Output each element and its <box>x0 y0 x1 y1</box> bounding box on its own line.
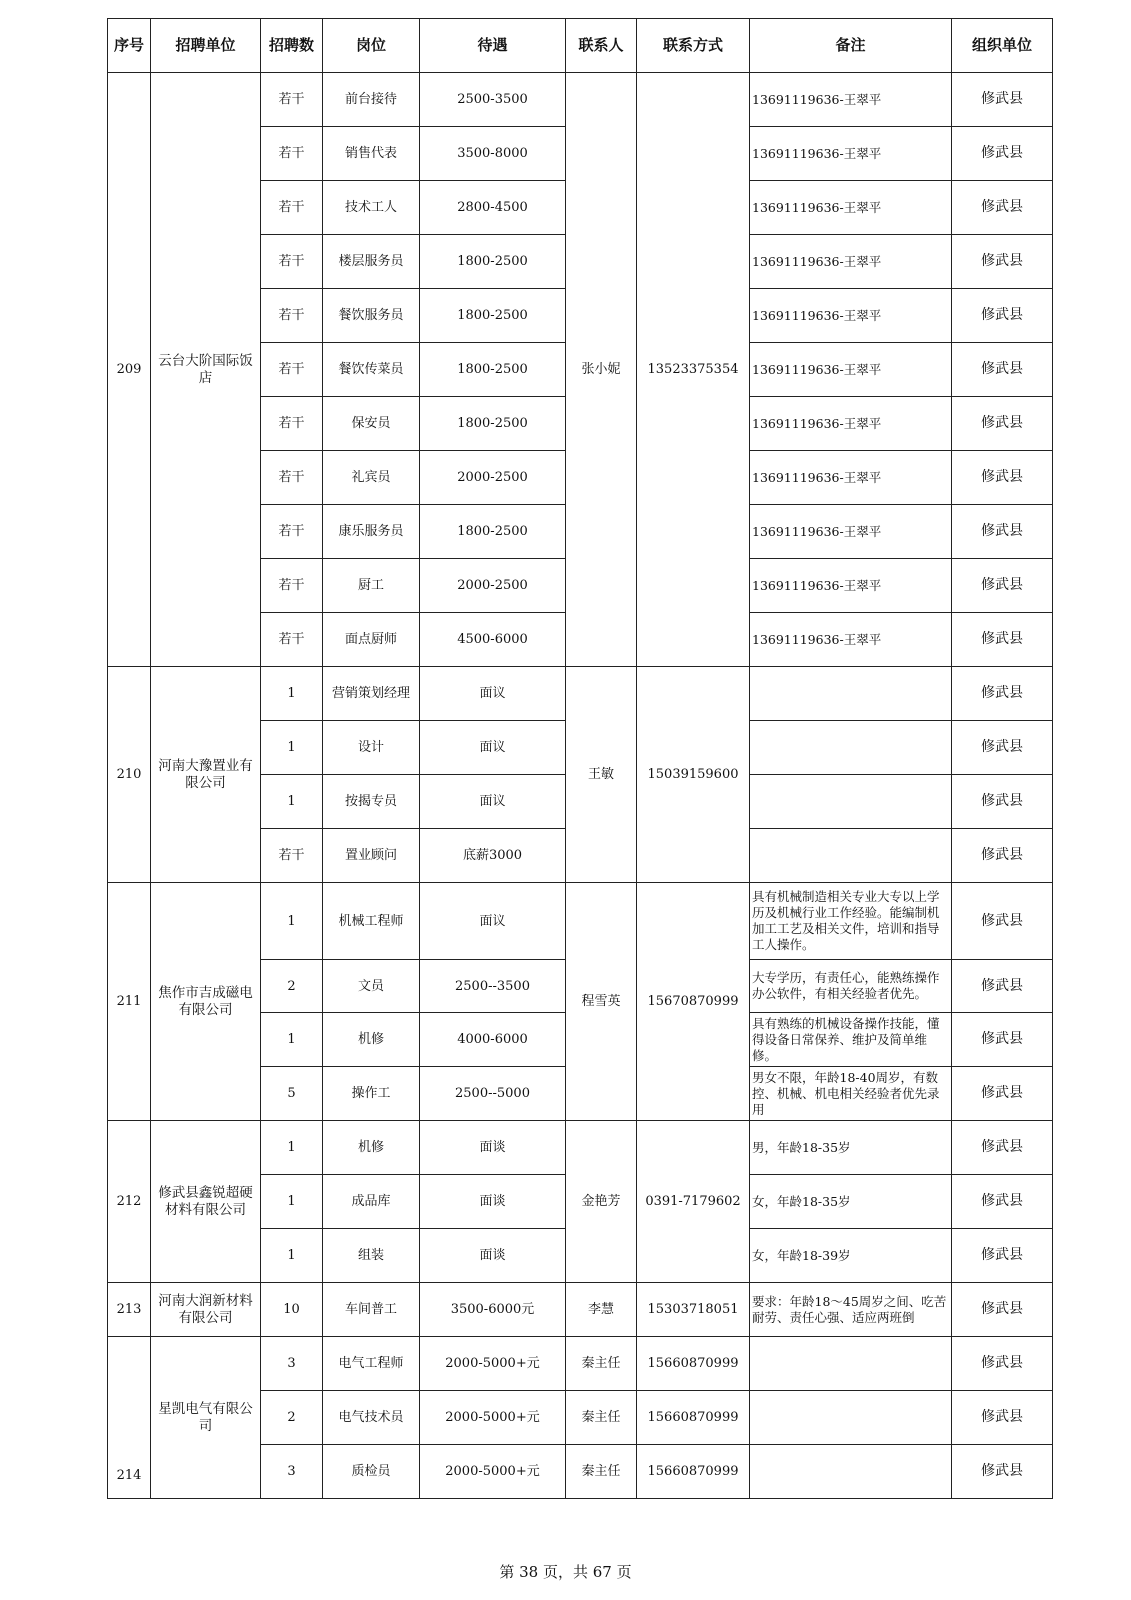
phone-cell: 15039159600 <box>637 667 750 883</box>
salary-cell: 面谈 <box>420 1229 566 1283</box>
org-cell: 修武县 <box>952 1175 1053 1229</box>
note-cell <box>750 667 952 721</box>
page-footer: 第 38 页，共 67 页 <box>499 1563 632 1581</box>
phone-cell: 0391-7179602 <box>637 1121 750 1283</box>
count-cell: 1 <box>261 1013 323 1067</box>
org-cell: 修武县 <box>952 960 1053 1013</box>
contact-cell: 秦主任 <box>566 1391 637 1445</box>
note-cell: 男，年龄18-35岁 <box>750 1121 952 1175</box>
phone-cell: 15670870999 <box>637 883 750 1121</box>
count-cell: 1 <box>261 1229 323 1283</box>
salary-cell: 面谈 <box>420 1175 566 1229</box>
note-cell: 13691119636-王翠平 <box>750 235 952 289</box>
position-cell: 机械工程师 <box>323 883 420 960</box>
org-cell: 修武县 <box>952 559 1053 613</box>
count-cell: 若干 <box>261 235 323 289</box>
recruitment-table <box>107 18 1053 1499</box>
count-cell: 3 <box>261 1445 323 1499</box>
count-cell: 若干 <box>261 343 323 397</box>
position-cell: 操作工 <box>323 1067 420 1121</box>
count-cell: 若干 <box>261 397 323 451</box>
seq-cell: 211 <box>108 883 151 1121</box>
org-cell: 修武县 <box>952 1445 1053 1499</box>
header-org: 组织单位 <box>952 19 1053 73</box>
position-cell: 电气工程师 <box>323 1337 420 1391</box>
note-cell <box>750 1337 952 1391</box>
org-cell: 修武县 <box>952 1121 1053 1175</box>
salary-cell: 面议 <box>420 667 566 721</box>
count-cell: 1 <box>261 883 323 960</box>
count-cell: 若干 <box>261 559 323 613</box>
org-cell: 修武县 <box>952 73 1053 127</box>
salary-cell: 面议 <box>420 721 566 775</box>
org-cell: 修武县 <box>952 1013 1053 1067</box>
salary-cell: 面议 <box>420 883 566 960</box>
company-cell: 云台大阶国际饭店 <box>151 73 261 667</box>
salary-cell: 4500-6000 <box>420 613 566 667</box>
position-cell: 厨工 <box>323 559 420 613</box>
header-phone: 联系方式 <box>637 19 750 73</box>
count-cell: 若干 <box>261 289 323 343</box>
org-cell: 修武县 <box>952 289 1053 343</box>
org-cell: 修武县 <box>952 1067 1053 1121</box>
org-cell: 修武县 <box>952 505 1053 559</box>
note-cell: 要求：年龄18～45周岁之间、吃苦耐劳、责任心强、适应两班倒 <box>750 1283 952 1337</box>
note-cell: 13691119636-王翠平 <box>750 127 952 181</box>
company-cell: 河南大润新材料有限公司 <box>151 1283 261 1337</box>
note-cell: 男女不限，年龄18-40周岁，有数控、机械、机电相关经验者优先录用 <box>750 1067 952 1121</box>
phone-cell: 15660870999 <box>637 1445 750 1499</box>
org-cell: 修武县 <box>952 397 1053 451</box>
contact-cell: 李慧 <box>566 1283 637 1337</box>
salary-cell: 1800-2500 <box>420 343 566 397</box>
salary-cell: 2500-3500 <box>420 73 566 127</box>
position-cell: 餐饮服务员 <box>323 289 420 343</box>
salary-cell: 1800-2500 <box>420 397 566 451</box>
position-cell: 组装 <box>323 1229 420 1283</box>
position-cell: 车间普工 <box>323 1283 420 1337</box>
phone-cell: 13523375354 <box>637 73 750 667</box>
note-cell: 具有熟练的机械设备操作技能，懂得设备日常保养、维护及简单维修。 <box>750 1013 952 1067</box>
salary-cell: 1800-2500 <box>420 289 566 343</box>
contact-cell: 程雪英 <box>566 883 637 1121</box>
table-row <box>108 1337 1053 1391</box>
position-cell: 餐饮传菜员 <box>323 343 420 397</box>
note-cell <box>750 721 952 775</box>
note-cell <box>750 1445 952 1499</box>
note-cell <box>750 829 952 883</box>
position-cell: 电气技术员 <box>323 1391 420 1445</box>
count-cell: 10 <box>261 1283 323 1337</box>
salary-cell: 1800-2500 <box>420 235 566 289</box>
seq-cell: 213 <box>108 1283 151 1337</box>
position-cell: 楼层服务员 <box>323 235 420 289</box>
position-cell: 设计 <box>323 721 420 775</box>
position-cell: 文员 <box>323 960 420 1013</box>
count-cell: 若干 <box>261 829 323 883</box>
org-cell: 修武县 <box>952 1337 1053 1391</box>
table-body <box>108 73 1053 1499</box>
count-cell: 2 <box>261 1391 323 1445</box>
phone-cell: 15303718051 <box>637 1283 750 1337</box>
note-cell: 13691119636-王翠平 <box>750 613 952 667</box>
salary-cell: 2000-5000+元 <box>420 1445 566 1499</box>
org-cell: 修武县 <box>952 235 1053 289</box>
seq-cell: 212 <box>108 1121 151 1283</box>
count-cell: 若干 <box>261 451 323 505</box>
note-cell: 13691119636-王翠平 <box>750 181 952 235</box>
org-cell: 修武县 <box>952 181 1053 235</box>
count-cell: 若干 <box>261 505 323 559</box>
org-cell: 修武县 <box>952 127 1053 181</box>
header-salary: 待遇 <box>420 19 566 73</box>
contact-cell: 金艳芳 <box>566 1121 637 1283</box>
count-cell: 1 <box>261 775 323 829</box>
count-cell: 3 <box>261 1337 323 1391</box>
count-cell: 1 <box>261 1175 323 1229</box>
header-row <box>108 19 1053 73</box>
salary-cell: 底薪3000 <box>420 829 566 883</box>
position-cell: 康乐服务员 <box>323 505 420 559</box>
count-cell: 1 <box>261 1121 323 1175</box>
note-cell: 13691119636-王翠平 <box>750 343 952 397</box>
header-contact: 联系人 <box>566 19 637 73</box>
header-seq: 序号 <box>108 19 151 73</box>
position-cell: 质检员 <box>323 1445 420 1499</box>
note-cell: 13691119636-王翠平 <box>750 397 952 451</box>
position-cell: 礼宾员 <box>323 451 420 505</box>
salary-cell: 4000-6000 <box>420 1013 566 1067</box>
note-cell <box>750 1391 952 1445</box>
contact-cell: 张小妮 <box>566 73 637 667</box>
count-cell: 若干 <box>261 73 323 127</box>
position-cell: 技术工人 <box>323 181 420 235</box>
org-cell: 修武县 <box>952 1229 1053 1283</box>
company-cell: 河南大豫置业有限公司 <box>151 667 261 883</box>
org-cell: 修武县 <box>952 721 1053 775</box>
count-cell: 2 <box>261 960 323 1013</box>
note-cell: 13691119636-王翠平 <box>750 559 952 613</box>
note-cell: 13691119636-王翠平 <box>750 289 952 343</box>
org-cell: 修武县 <box>952 1391 1053 1445</box>
phone-cell: 15660870999 <box>637 1337 750 1391</box>
org-cell: 修武县 <box>952 343 1053 397</box>
org-cell: 修武县 <box>952 667 1053 721</box>
salary-cell: 3500-6000元 <box>420 1283 566 1337</box>
salary-cell: 2000-5000+元 <box>420 1391 566 1445</box>
note-cell <box>750 775 952 829</box>
org-cell: 修武县 <box>952 451 1053 505</box>
header-note: 备注 <box>750 19 952 73</box>
count-cell: 若干 <box>261 181 323 235</box>
salary-cell: 1800-2500 <box>420 505 566 559</box>
org-cell: 修武县 <box>952 883 1053 960</box>
contact-cell: 王敏 <box>566 667 637 883</box>
count-cell: 5 <box>261 1067 323 1121</box>
salary-cell: 面议 <box>420 775 566 829</box>
count-cell: 1 <box>261 721 323 775</box>
org-cell: 修武县 <box>952 829 1053 883</box>
note-cell: 女，年龄18-35岁 <box>750 1175 952 1229</box>
seq-cell: 209 <box>108 73 151 667</box>
salary-cell: 2000-5000+元 <box>420 1337 566 1391</box>
table-row <box>108 667 1053 721</box>
salary-cell: 面谈 <box>420 1121 566 1175</box>
note-cell: 13691119636-王翠平 <box>750 451 952 505</box>
contact-cell: 秦主任 <box>566 1337 637 1391</box>
position-cell: 前台接待 <box>323 73 420 127</box>
header-count: 招聘数 <box>261 19 323 73</box>
position-cell: 销售代表 <box>323 127 420 181</box>
count-cell: 若干 <box>261 613 323 667</box>
position-cell: 成品库 <box>323 1175 420 1229</box>
position-cell: 按揭专员 <box>323 775 420 829</box>
position-cell: 营销策划经理 <box>323 667 420 721</box>
header-company: 招聘单位 <box>151 19 261 73</box>
count-cell: 若干 <box>261 127 323 181</box>
salary-cell: 2500--5000 <box>420 1067 566 1121</box>
count-cell: 1 <box>261 667 323 721</box>
position-cell: 保安员 <box>323 397 420 451</box>
company-cell: 修武县鑫锐超硬材料有限公司 <box>151 1121 261 1283</box>
position-cell: 机修 <box>323 1121 420 1175</box>
position-cell: 面点厨师 <box>323 613 420 667</box>
salary-cell: 2000-2500 <box>420 451 566 505</box>
org-cell: 修武县 <box>952 613 1053 667</box>
org-cell: 修武县 <box>952 1283 1053 1337</box>
salary-cell: 2800-4500 <box>420 181 566 235</box>
contact-cell: 秦主任 <box>566 1445 637 1499</box>
note-cell: 13691119636-王翠平 <box>750 73 952 127</box>
seq-cell: 214 <box>108 1337 151 1499</box>
salary-cell: 3500-8000 <box>420 127 566 181</box>
table-row <box>108 73 1053 127</box>
table-row <box>108 1121 1053 1175</box>
org-cell: 修武县 <box>952 775 1053 829</box>
salary-cell: 2500--3500 <box>420 960 566 1013</box>
table-row <box>108 1283 1053 1337</box>
note-cell: 13691119636-王翠平 <box>750 505 952 559</box>
note-cell: 大专学历，有责任心，能熟练操作办公软件，有相关经验者优先。 <box>750 960 952 1013</box>
note-cell: 女，年龄18-39岁 <box>750 1229 952 1283</box>
position-cell: 机修 <box>323 1013 420 1067</box>
note-cell: 具有机械制造相关专业大专以上学历及机械行业工作经验。能编制机加工工艺及相关文件，培训和指导工人操作。 <box>750 883 952 960</box>
company-cell: 星凯电气有限公司 <box>151 1337 261 1499</box>
phone-cell: 15660870999 <box>637 1391 750 1445</box>
header-position: 岗位 <box>323 19 420 73</box>
company-cell: 焦作市吉成磁电有限公司 <box>151 883 261 1121</box>
position-cell: 置业顾问 <box>323 829 420 883</box>
table-row <box>108 883 1053 960</box>
seq-cell: 210 <box>108 667 151 883</box>
salary-cell: 2000-2500 <box>420 559 566 613</box>
